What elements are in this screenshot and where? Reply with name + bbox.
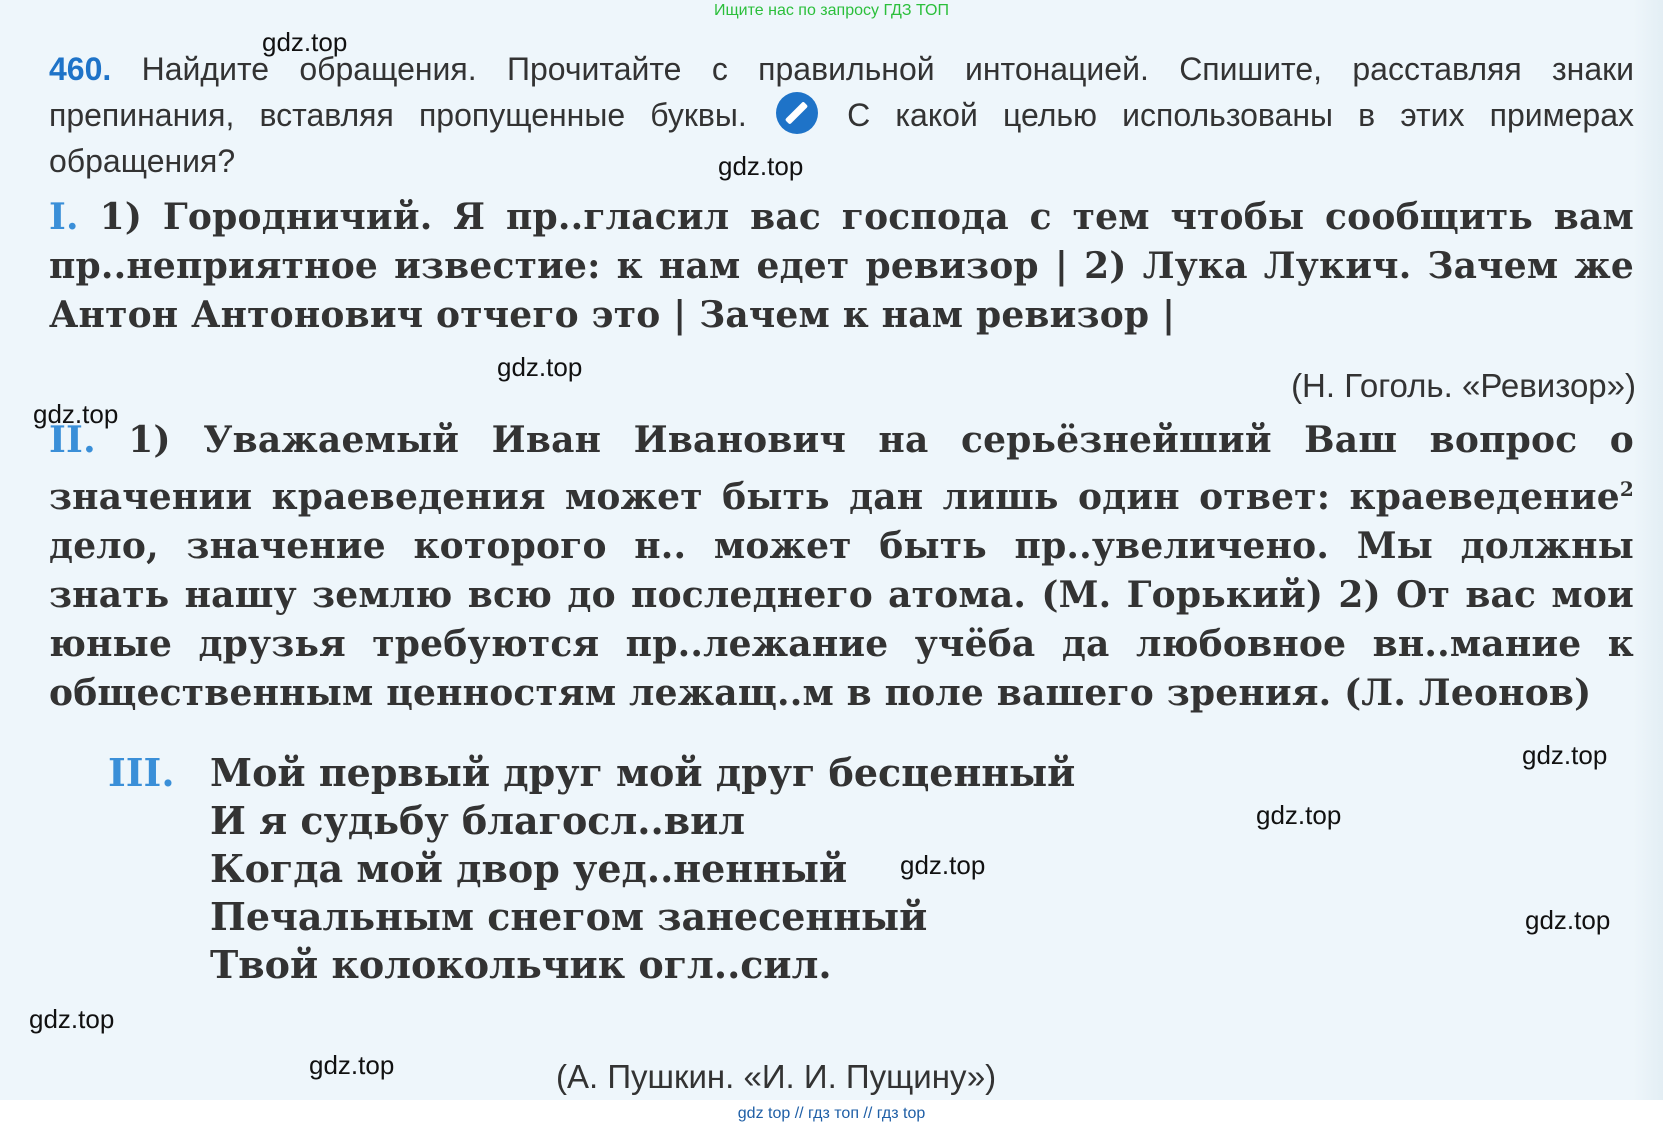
watermark: gdz.top	[262, 27, 348, 57]
part-2	[49, 416, 1634, 718]
footer-links[interactable]: gdz top // гдз топ // гдз top	[737, 1105, 926, 1122]
task-question: С какой целью использованы в этих примерах обращения?	[49, 97, 1634, 179]
part-1	[49, 193, 1634, 340]
watermark: gdz.top	[309, 1050, 395, 1080]
poem-line: Когда мой двор уед..ненный	[210, 846, 848, 891]
watermark: gdz.top	[1525, 905, 1611, 935]
part-1-text: 1) Городничий. Я пр..гласил вас господа с тем чтобы сообщить вам пр..неприятное известие: к нам едет ревизор | 2) Лука Лукич. Зачем же Антон Антонович отчего это | Зачем к нам ревизор |	[49, 196, 1634, 336]
watermark: gdz.top	[497, 352, 583, 382]
task-text: Найдите обращения. Прочитайте с правильной интонацией. Спишите, расставляя знаки препинания, вставляя пропущенные буквы.	[49, 51, 1635, 133]
watermark: gdz.top	[718, 151, 804, 181]
top-banner[interactable]: Ищите нас по запросу ГДЗ ТОП	[714, 2, 949, 19]
part-3-source: (А. Пушкин. «И. И. Пущину»)	[556, 1058, 997, 1095]
poem-line: Твой колокольчик огл..сил.	[210, 942, 832, 987]
footnote-mark: 2	[1619, 477, 1634, 501]
watermark: gdz.top	[33, 399, 119, 429]
poem-line: Печальным снегом занесенный	[210, 894, 928, 939]
part-3-numeral: III.	[108, 750, 175, 795]
page-edge	[1633, 0, 1663, 1100]
poem-line: Мой первый друг мой друг бесценный	[210, 750, 1076, 795]
part-2-text-b: дело, значение которого н.. может быть пр..увеличено. Мы должны знать нашу землю всю до последнего атома. (М. Горький) 2) От вас мои юные друзья требуются пр..лежание учёба да любовное вн..мание к общественным ценностям лежащ..м в поле вашего зрения. (Л. Леонов)	[49, 525, 1634, 714]
task-heading	[49, 46, 1634, 184]
watermark: gdz.top	[1522, 740, 1608, 770]
watermark: gdz.top	[900, 850, 986, 880]
poem-line: И я судьбу благосл..вил	[210, 798, 746, 843]
task-number: 460.	[49, 51, 112, 87]
part-1-source: (Н. Гоголь. «Ревизор»)	[1291, 367, 1636, 404]
watermark: gdz.top	[29, 1004, 115, 1034]
pen-icon	[776, 92, 818, 134]
watermark: gdz.top	[1256, 800, 1342, 830]
part-2-text-a: 1) Уважаемый Иван Иванович на серьёзнейший Ваш вопрос о значении краеведения может быть дан лишь один ответ: краеведение	[49, 419, 1634, 518]
part-2-numeral: II.	[49, 419, 96, 461]
part-1-numeral: I.	[49, 196, 79, 238]
